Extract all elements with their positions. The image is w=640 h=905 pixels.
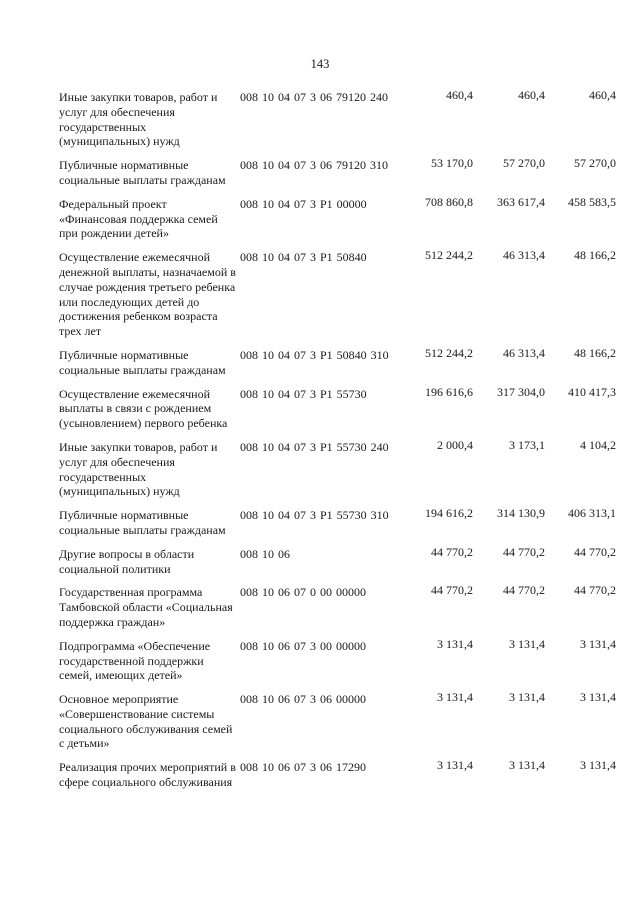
row-value-1: 3 131,4	[437, 758, 473, 773]
row-value-3: 48 166,2	[574, 248, 616, 263]
row-name: Иные закупки товаров, работ и услуг для обеспечения государственных (муниципальных) нужд	[59, 90, 218, 149]
row-value-3: 3 131,4	[580, 758, 616, 773]
row-value-2: 3 131,4	[509, 758, 545, 773]
row-value-2: 460,4	[518, 88, 545, 102]
budget-table	[0, 90, 640, 790]
row-value-3: 3 131,4	[580, 690, 616, 705]
row-codes: 008 10 04 07 3 P1 50840	[240, 250, 367, 265]
row-name: Федеральный проект «Финансовая поддержка семей при рождении детей»	[59, 196, 218, 241]
row-value-3: 410 417,3	[568, 384, 616, 399]
row-value-1: 512 244,2	[425, 345, 473, 360]
row-value-2: 57 270,0	[503, 156, 545, 171]
row-codes: 008 10 06 07 0 00 00000	[240, 585, 366, 600]
row-name: Реализация прочих мероприятий в сфере социального обслуживания	[59, 760, 236, 790]
table-row	[0, 544, 640, 577]
row-value-3: 460,4	[589, 88, 616, 102]
row-value-2: 3 173,1	[509, 437, 545, 452]
row-name: Публичные нормативные социальные выплаты гражданам	[59, 508, 226, 537]
row-codes: 008 10 06 07 3 06 17290	[240, 760, 366, 775]
row-value-2: 363 617,4	[497, 194, 545, 209]
row-value-3: 458 583,5	[568, 194, 616, 209]
row-name: Публичные нормативные социальные выплаты гражданам	[59, 158, 226, 187]
row-codes: 008 10 04 07 3 P1 55730	[240, 386, 367, 401]
row-value-2: 3 131,4	[509, 690, 545, 705]
row-value-2: 317 304,0	[497, 384, 545, 399]
row-codes: 008 10 06 07 3 00 00000	[240, 638, 366, 653]
row-name: Государственная программа Тамбовской области «Социальная поддержка граждан»	[59, 585, 233, 629]
table-row	[0, 636, 640, 683]
table-row	[0, 585, 640, 629]
table-row	[0, 692, 640, 751]
row-codes: 008 10 04 07 3 P1 55730 240	[240, 439, 389, 454]
table-row	[0, 158, 640, 188]
row-value-1: 708 860,8	[425, 194, 473, 209]
table-row	[0, 90, 640, 149]
row-value-1: 194 616,2	[425, 506, 473, 521]
row-name: Публичные нормативные социальные выплаты гражданам	[59, 347, 226, 377]
row-value-2: 44 770,2	[503, 544, 545, 559]
row-value-2: 314 130,9	[497, 506, 545, 521]
row-value-1: 44 770,2	[431, 583, 473, 598]
row-value-1: 460,4	[446, 88, 473, 102]
row-value-2: 3 131,4	[509, 636, 545, 651]
row-name: Основное мероприятие «Совершенствование системы социального обслуживания семей с детьми»	[59, 692, 233, 751]
row-value-3: 44 770,2	[574, 544, 616, 559]
row-value-2: 46 313,4	[503, 248, 545, 263]
row-name: Осуществление ежемесячной выплаты в связи с рождением (усыновлением) первого ребенка	[59, 386, 228, 431]
table-row	[0, 345, 640, 378]
table-row	[0, 194, 640, 241]
row-codes: 008 10 04 07 3 P1 50840 310	[240, 347, 389, 362]
row-value-3: 3 131,4	[580, 636, 616, 651]
row-name: Подпрограмма «Обеспечение государственной поддержки семей, имеющих детей»	[59, 638, 211, 683]
row-codes: 008 10 06	[240, 546, 290, 561]
row-value-1: 44 770,2	[431, 544, 473, 559]
row-codes: 008 10 04 07 3 P1 55730 310	[240, 508, 389, 523]
row-value-1: 53 170,0	[431, 156, 473, 171]
row-value-3: 44 770,2	[574, 583, 616, 598]
row-name: Осуществление ежемесячной денежной выплаты, назначаемой в случае рождения третьего ребенка или последующих детей до достижения ребенком возраста трех лет	[59, 250, 236, 339]
table-row	[0, 437, 640, 499]
row-value-3: 406 313,1	[568, 506, 616, 521]
row-name: Иные закупки товаров, работ и услуг для обеспечения государственных (муниципальных) нужд	[59, 439, 218, 499]
row-codes: 008 10 06 07 3 06 00000	[240, 692, 366, 707]
row-value-2: 46 313,4	[503, 345, 545, 360]
row-codes: 008 10 04 07 3 06 79120 310	[240, 158, 388, 173]
row-value-3: 48 166,2	[574, 345, 616, 360]
row-codes: 008 10 04 07 3 P1 00000	[240, 196, 367, 211]
row-value-2: 44 770,2	[503, 583, 545, 598]
table-row	[0, 250, 640, 339]
table-row	[0, 508, 640, 538]
row-value-1: 2 000,4	[437, 437, 473, 452]
row-value-1: 3 131,4	[437, 690, 473, 705]
row-codes: 008 10 04 07 3 06 79120 240	[240, 90, 388, 104]
row-value-1: 196 616,6	[425, 384, 473, 399]
row-name: Другие вопросы в области социальной политики	[59, 546, 195, 576]
row-value-1: 3 131,4	[437, 636, 473, 651]
row-value-3: 4 104,2	[580, 437, 616, 452]
row-value-1: 512 244,2	[425, 248, 473, 263]
row-value-3: 57 270,0	[574, 156, 616, 171]
page-number: 143	[310, 57, 330, 71]
table-row	[0, 384, 640, 431]
table-row	[0, 760, 640, 790]
